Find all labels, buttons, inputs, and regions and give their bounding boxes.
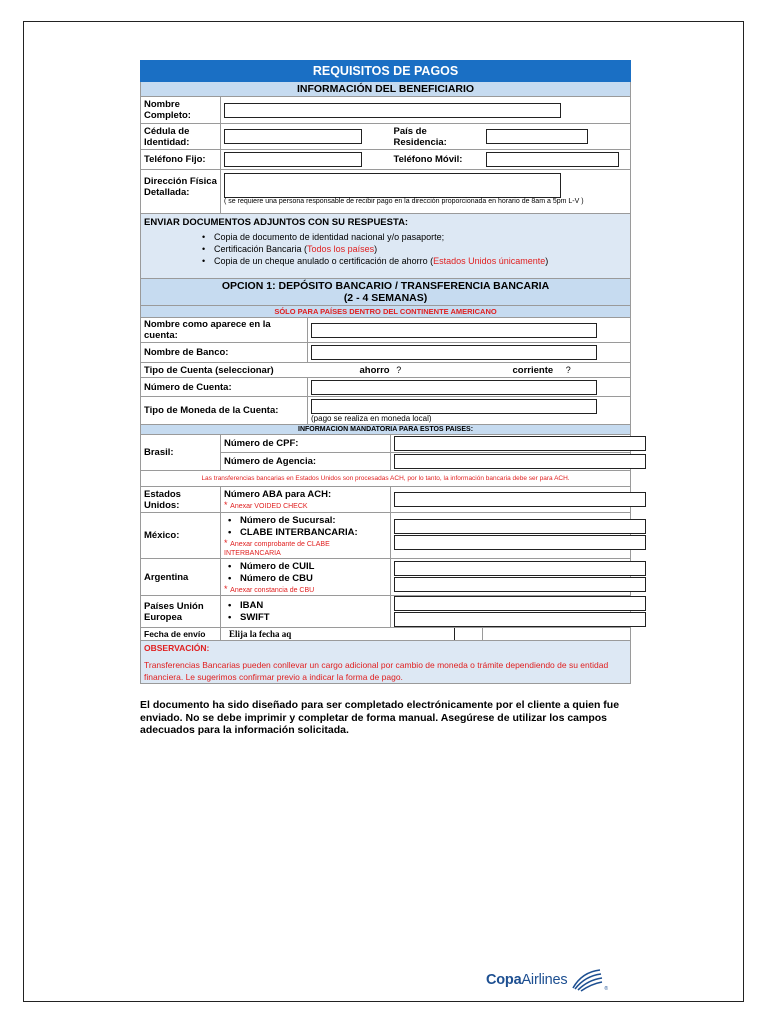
argentina-label: Argentina — [141, 559, 221, 596]
aba-label: Número ABA para ACH: — [224, 489, 332, 500]
checking-select-symbol: ? — [565, 364, 571, 375]
beneficiary-header: INFORMACIÓN DEL BENEFICIARIO — [141, 82, 631, 97]
full-name-label: Nombre Completo: — [141, 97, 221, 124]
account-name-label: Nombre como aparece en la cuenta: — [141, 318, 308, 343]
americas-only-header: SÓLO PARA PAÍSES DENTRO DEL CONTINENTE AMERICANO — [141, 306, 631, 318]
ach-note: Las transferencias bancarias en Estados Unidos son procesadas ACH, por lo tanto, la información bancaria debe ser para ACH. — [141, 471, 631, 487]
payment-requirements-form — [140, 60, 630, 684]
form-title: REQUISITOS DE PAGOS — [141, 61, 631, 82]
document-item-id: • Copia de documento de identidad nacional y/o pasaporte; — [202, 231, 627, 243]
mexico-label: México: — [141, 513, 221, 559]
document-item-cheque: • Copia de un cheque anulado o certificación de ahorro (Estados Unidos únicamente) — [202, 255, 627, 267]
mexico-attach-note: * Anexar comprobante de CLABE INTERBANCARIA — [224, 538, 330, 557]
currency-label: Tipo de Moneda de la Cuenta: — [141, 397, 308, 425]
bank-name-input[interactable] — [311, 345, 597, 360]
mandatory-header: INFORMACION MANDATORIA PARA ESTOS PAISES: — [141, 425, 631, 435]
address-input[interactable] — [224, 173, 561, 198]
cbu-input[interactable] — [394, 577, 646, 592]
swift-input[interactable] — [394, 612, 646, 627]
address-label: Dirección Física Detallada: — [141, 170, 221, 214]
agencia-input[interactable] — [394, 454, 646, 469]
id-input[interactable] — [224, 129, 362, 144]
document-item-bank-cert: • Certificación Bancaria (Todos los países) — [202, 243, 627, 255]
cpf-label: Número de CPF: — [221, 435, 391, 453]
brasil-label: Brasil: — [141, 435, 221, 471]
swift-label: • SWIFT — [224, 612, 387, 624]
phone-input[interactable] — [224, 152, 362, 167]
clabe-label: • CLABE INTERBANCARIA: — [224, 527, 387, 539]
address-note: ( se requiere una persona responsable de recibir pago en la dirección proporcionada en horario de 8am a 5pm L-V ) — [224, 198, 584, 205]
observation-label: OBSERVACIÓN: — [144, 643, 210, 653]
iban-input[interactable] — [394, 596, 646, 611]
mobile-input[interactable] — [486, 152, 619, 167]
cbu-label: • Número de CBU — [224, 573, 387, 585]
phone-label: Teléfono Fijo: — [141, 150, 221, 170]
savings-select-symbol: ? — [396, 364, 402, 375]
observation-text: Transferencias Bancarias pueden conllevar un cargo adicional por cambio de moneda o trámite dependiendo de su entidad financiera. Le sugerimos confirmar previo a indicar la forma de pago. — [144, 660, 609, 682]
copa-globe-icon — [570, 968, 604, 992]
cuil-label: • Número de CUIL — [224, 561, 387, 573]
option1-header: OPCION 1: DEPÓSITO BANCARIO / TRANSFERENCIA BANCARIA (2 - 4 SEMANAS) — [141, 279, 631, 306]
usa-attach-note: * Anexar VOIDED CHECK — [224, 500, 308, 510]
copa-airlines-logo: CopaAirlines ® — [486, 968, 608, 992]
disclaimer-text: El documento ha sido diseñado para ser completado electrónicamente por el cliente a quien fue enviado. No se debe imprimir y completar de forma manual. Asegúrese de utilizar los campos adecuados para la información solicitada. — [140, 699, 620, 736]
account-number-label: Número de Cuenta: — [141, 378, 308, 397]
eu-label: Países Unión Europea — [141, 596, 221, 628]
cpf-input[interactable] — [394, 436, 646, 451]
account-number-input[interactable] — [311, 380, 597, 395]
registered-mark: ® — [604, 986, 609, 992]
cuil-input[interactable] — [394, 561, 646, 576]
clabe-input[interactable] — [394, 535, 646, 550]
country-input[interactable] — [486, 129, 588, 144]
mobile-label: Teléfono Móvil: — [391, 150, 483, 170]
sucursal-input[interactable] — [394, 519, 646, 534]
argentina-attach-note: * Anexar constancia de CBU — [224, 584, 315, 594]
account-name-input[interactable] — [311, 323, 597, 338]
bank-name-label: Nombre de Banco: — [141, 343, 308, 363]
currency-note: (pago se realiza en moneda local) — [311, 414, 432, 423]
date-label: Fecha de envío — [141, 628, 221, 641]
sucursal-label: • Número de Sucursal: — [224, 515, 387, 527]
checking-option[interactable]: corriente ? — [483, 363, 631, 378]
account-type-label: Tipo de Cuenta (seleccionar) — [141, 363, 308, 378]
observation-section — [141, 641, 631, 684]
documents-header: ENVIAR DOCUMENTOS ADJUNTOS CON SU RESPUESTA: — [144, 217, 409, 228]
aba-input[interactable] — [394, 492, 646, 507]
usa-label: Estados Unidos: — [141, 487, 221, 513]
agencia-label: Número de Agencia: — [221, 453, 391, 471]
date-picker[interactable]: Elija la fecha aq — [229, 628, 455, 640]
currency-input[interactable] — [311, 399, 597, 414]
country-label: País de Residencia: — [391, 124, 483, 150]
savings-option[interactable]: ahorro ? — [308, 363, 483, 378]
id-label: Cédula de Identidad: — [141, 124, 221, 150]
documents-section — [141, 214, 631, 279]
iban-label: • IBAN — [224, 600, 387, 612]
full-name-input[interactable] — [224, 103, 561, 118]
